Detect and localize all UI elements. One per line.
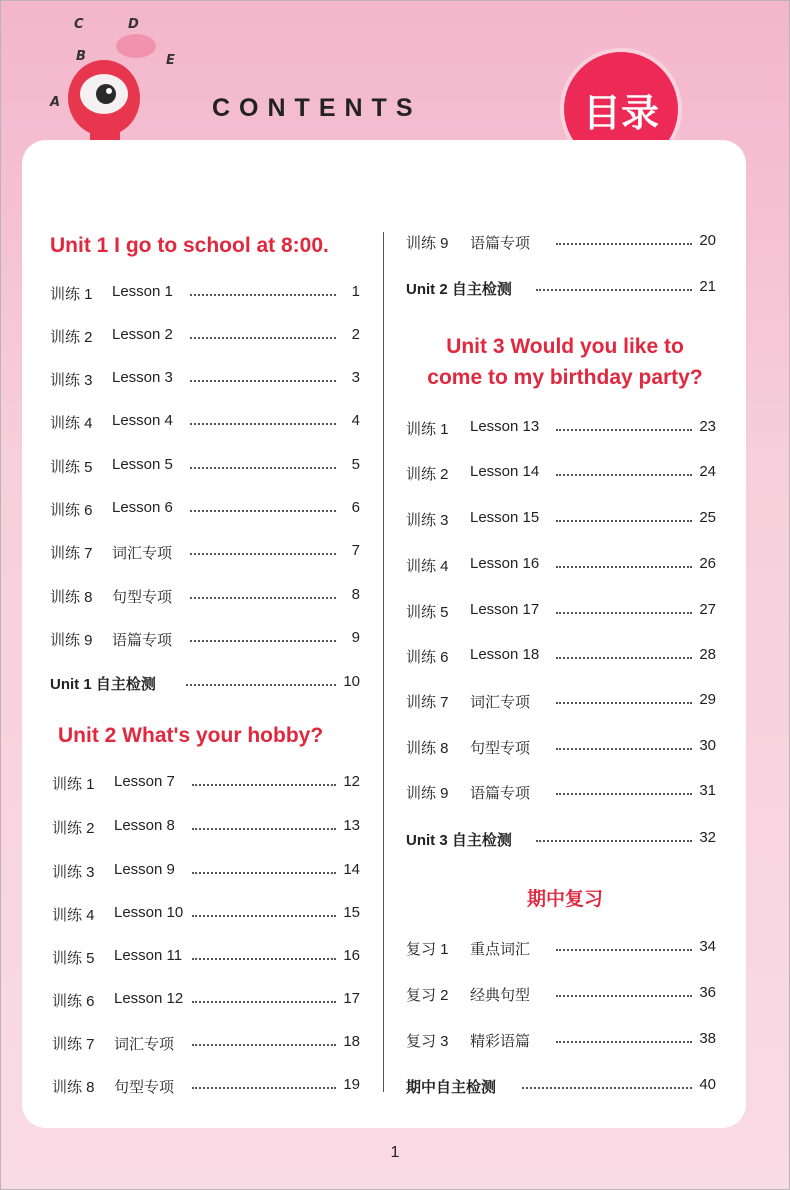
toc-row[interactable]	[406, 418, 716, 440]
toc-row[interactable]	[50, 586, 360, 608]
toc-leader-dots	[192, 915, 336, 917]
toc-row[interactable]	[406, 509, 716, 531]
toc-page-number: 27	[699, 601, 716, 618]
toc-row-title: 句型专项	[470, 740, 531, 757]
toc-test-row[interactable]	[50, 673, 360, 695]
toc-row-label: 训练 7	[50, 545, 93, 562]
toc-test-label: Unit 3 自主检测	[406, 832, 512, 849]
toc-page-number: 23	[699, 418, 716, 435]
toc-leader-dots	[556, 657, 692, 659]
toc-test-label: Unit 1 自主检测	[50, 676, 156, 693]
toc-row-label: 训练 6	[52, 993, 95, 1010]
page-number: 1	[390, 1144, 400, 1161]
toc-row-title: Lesson 3	[112, 369, 173, 386]
toc-badge-label: 目录	[582, 90, 659, 135]
toc-row[interactable]	[406, 984, 716, 1006]
toc-page-number: 21	[699, 278, 716, 295]
toc-row[interactable]	[50, 542, 360, 564]
toc-row-label: 训练 2	[406, 466, 449, 483]
toc-row-title: Lesson 1	[112, 283, 173, 300]
toc-leader-dots	[556, 243, 692, 245]
toc-page-number: 24	[699, 463, 716, 480]
toc-row[interactable]	[52, 1076, 360, 1098]
toc-page-number: 28	[699, 646, 716, 663]
toc-row-title: 经典句型	[470, 987, 531, 1004]
toc-leader-dots	[192, 872, 336, 874]
toc-page-number: 40	[699, 1076, 716, 1093]
toc-row[interactable]	[406, 782, 716, 804]
toc-page-number: 7	[351, 542, 360, 559]
toc-row-label: 训练 6	[50, 502, 93, 519]
toc-row-title: Lesson 14	[470, 463, 540, 480]
toc-row-label: 训练 3	[406, 512, 449, 529]
toc-row[interactable]	[406, 1030, 716, 1052]
toc-row-title: 句型专项	[114, 1079, 175, 1096]
toc-page-number: 4	[351, 412, 360, 429]
toc-row-label: 训练 1	[50, 286, 93, 303]
toc-row[interactable]	[406, 601, 716, 623]
toc-test-row[interactable]	[406, 278, 716, 300]
toc-page-number: 31	[699, 782, 716, 799]
toc-page-number: 36	[699, 984, 716, 1001]
toc-page-number: 1	[351, 283, 360, 300]
toc-leader-dots	[536, 289, 692, 291]
toc-page-number: 32	[699, 829, 716, 846]
toc-row-title: 词汇专项	[470, 694, 531, 711]
toc-leader-dots	[556, 702, 692, 704]
toc-row-title: 句型专项	[112, 589, 173, 606]
toc-leader-dots	[192, 784, 336, 786]
toc-leader-dots	[186, 684, 336, 686]
unit1-title: Unit 1 I go to school at 8:00.	[50, 234, 329, 257]
toc-leader-dots	[190, 597, 336, 599]
toc-test-label: 期中自主检测	[406, 1079, 497, 1096]
mascot-letter-e: E	[166, 53, 175, 68]
toc-row-label: 训练 8	[52, 1079, 95, 1096]
toc-leader-dots	[556, 520, 692, 522]
toc-row-title: 词汇专项	[112, 545, 173, 562]
toc-row[interactable]	[50, 326, 360, 348]
toc-row-label: 训练 1	[52, 776, 95, 793]
toc-row[interactable]	[52, 773, 360, 795]
toc-row-label: 训练 3	[52, 864, 95, 881]
toc-row-title: 重点词汇	[470, 941, 531, 958]
toc-leader-dots	[192, 958, 336, 960]
toc-leader-dots	[556, 995, 692, 997]
toc-leader-dots	[556, 748, 692, 750]
toc-row-label: 训练 4	[406, 558, 449, 575]
toc-row-label: 训练 7	[406, 694, 449, 711]
toc-leader-dots	[556, 793, 692, 795]
toc-row-label: 训练 5	[52, 950, 95, 967]
toc-page-number: 6	[351, 499, 360, 516]
toc-row[interactable]	[406, 737, 716, 759]
toc-row-label: 训练 4	[52, 907, 95, 924]
toc-row[interactable]	[50, 283, 360, 305]
toc-row[interactable]	[50, 629, 360, 651]
toc-row-label: 训练 3	[50, 372, 93, 389]
toc-page-number: 38	[699, 1030, 716, 1047]
toc-page-number: 34	[699, 938, 716, 955]
toc-row-label: 训练 9	[406, 235, 449, 252]
toc-row[interactable]	[52, 861, 360, 883]
toc-row-title: 语篇专项	[112, 632, 173, 649]
toc-row-title: Lesson 12	[114, 990, 184, 1007]
toc-row-label: 训练 2	[50, 329, 93, 346]
toc-page-number: 26	[699, 555, 716, 572]
mascot-letter-d: D	[128, 17, 139, 32]
contents-heading: CONTENTS	[212, 94, 422, 122]
toc-page-number: 9	[351, 629, 360, 646]
toc-row-label: 训练 8	[50, 589, 93, 606]
toc-row[interactable]	[406, 555, 716, 577]
unit3-title-line2: come to my birthday party?	[427, 366, 703, 389]
toc-row-title: Lesson 2	[112, 326, 173, 343]
toc-test-row[interactable]	[406, 1076, 716, 1098]
toc-leader-dots	[190, 640, 336, 642]
toc-page-number: 2	[351, 326, 360, 343]
toc-row-title: Lesson 15	[470, 509, 540, 526]
toc-row-label: 训练 1	[406, 421, 449, 438]
toc-row-label: 训练 7	[52, 1036, 95, 1053]
toc-leader-dots	[192, 1044, 336, 1046]
toc-leader-dots	[190, 467, 336, 469]
toc-leader-dots	[190, 510, 336, 512]
toc-page-number: 5	[351, 456, 360, 473]
toc-row-title: Lesson 4	[112, 412, 173, 429]
midterm-title: 期中复习	[526, 888, 603, 910]
toc-leader-dots	[556, 474, 692, 476]
toc-row-title: 词汇专项	[114, 1036, 175, 1053]
unit3-title-line1: Unit 3 Would you like to	[446, 335, 684, 358]
toc-test-row[interactable]	[406, 829, 716, 851]
toc-row-title: 语篇专项	[470, 785, 531, 802]
toc-page-number: 30	[699, 737, 716, 754]
toc-page-number: 16	[343, 947, 360, 964]
toc-row-label: 训练 9	[406, 785, 449, 802]
toc-row[interactable]	[52, 817, 360, 839]
toc-leader-dots	[192, 1001, 336, 1003]
toc-page-number: 18	[343, 1033, 360, 1050]
toc-row[interactable]	[50, 456, 360, 478]
toc-row-title: 语篇专项	[470, 235, 531, 252]
toc-leader-dots	[190, 294, 336, 296]
toc-row-title: Lesson 9	[114, 861, 175, 878]
toc-page-number: 10	[343, 673, 360, 690]
toc-row[interactable]	[52, 947, 360, 969]
toc-row-label: 训练 2	[52, 820, 95, 837]
toc-page-number: 20	[699, 232, 716, 249]
toc-leader-dots	[190, 423, 336, 425]
toc-leader-dots	[556, 429, 692, 431]
toc-row-label: 训练 5	[406, 604, 449, 621]
toc-row-label: 训练 8	[406, 740, 449, 757]
toc-row[interactable]	[406, 646, 716, 668]
mascot-letter-b: B	[76, 49, 86, 64]
toc-page-number: 13	[343, 817, 360, 834]
toc-leader-dots	[190, 337, 336, 339]
toc-row[interactable]	[50, 499, 360, 521]
toc-row-label: 复习 1	[406, 941, 449, 958]
toc-leader-dots	[556, 612, 692, 614]
toc-row-title: Lesson 16	[470, 555, 540, 572]
toc-row-title: Lesson 10	[114, 904, 184, 921]
toc-page-number: 3	[351, 369, 360, 386]
toc-page-number: 12	[343, 773, 360, 790]
toc-row-label: 复习 3	[406, 1033, 449, 1050]
toc-row[interactable]	[406, 938, 716, 960]
toc-leader-dots	[192, 1087, 336, 1089]
toc-row[interactable]	[50, 412, 360, 434]
toc-page-number: 8	[351, 586, 360, 603]
column-divider	[383, 232, 384, 1092]
toc-row-title: Lesson 13	[470, 418, 540, 435]
toc-leader-dots	[556, 1041, 692, 1043]
toc-test-label: Unit 2 自主检测	[406, 281, 512, 298]
toc-row-label: 训练 4	[50, 415, 93, 432]
toc-row-title: Lesson 8	[114, 817, 175, 834]
toc-leader-dots	[556, 949, 692, 951]
unit2-title: Unit 2 What's your hobby?	[58, 724, 324, 747]
toc-row-title: 精彩语篇	[470, 1033, 531, 1050]
toc-row[interactable]	[52, 990, 360, 1012]
toc-leader-dots	[190, 380, 336, 382]
toc-page-number: 14	[343, 861, 360, 878]
mascot-letter-a: A	[50, 95, 61, 110]
toc-row-title: Lesson 6	[112, 499, 173, 516]
toc-leader-dots	[556, 566, 692, 568]
toc-row-title: Lesson 17	[470, 601, 540, 618]
toc-row[interactable]	[406, 463, 716, 485]
toc-leader-dots	[192, 828, 336, 830]
toc-page-number: 29	[699, 691, 716, 708]
toc-page-number: 15	[343, 904, 360, 921]
toc-page-number: 17	[343, 990, 360, 1007]
toc-row-title: Lesson 11	[114, 947, 183, 964]
toc-row[interactable]	[52, 904, 360, 926]
toc-row-label: 训练 9	[50, 632, 93, 649]
toc-row-label: 训练 5	[50, 459, 93, 476]
toc-leader-dots	[536, 840, 692, 842]
toc-leader-dots	[522, 1087, 692, 1089]
toc-row[interactable]	[50, 369, 360, 391]
toc-row-title: Lesson 7	[114, 773, 175, 790]
toc-row[interactable]	[406, 232, 716, 254]
toc-page-number: 25	[699, 509, 716, 526]
toc-row[interactable]	[52, 1033, 360, 1055]
toc-row-title: Lesson 18	[470, 646, 540, 663]
toc-row-label: 训练 6	[406, 649, 449, 666]
toc-leader-dots	[190, 553, 336, 555]
toc-row-title: Lesson 5	[112, 456, 173, 473]
toc-page-number: 19	[343, 1076, 360, 1093]
mascot-letter-c: C	[74, 17, 84, 32]
toc-row-label: 复习 2	[406, 987, 449, 1004]
toc-row[interactable]	[406, 691, 716, 713]
